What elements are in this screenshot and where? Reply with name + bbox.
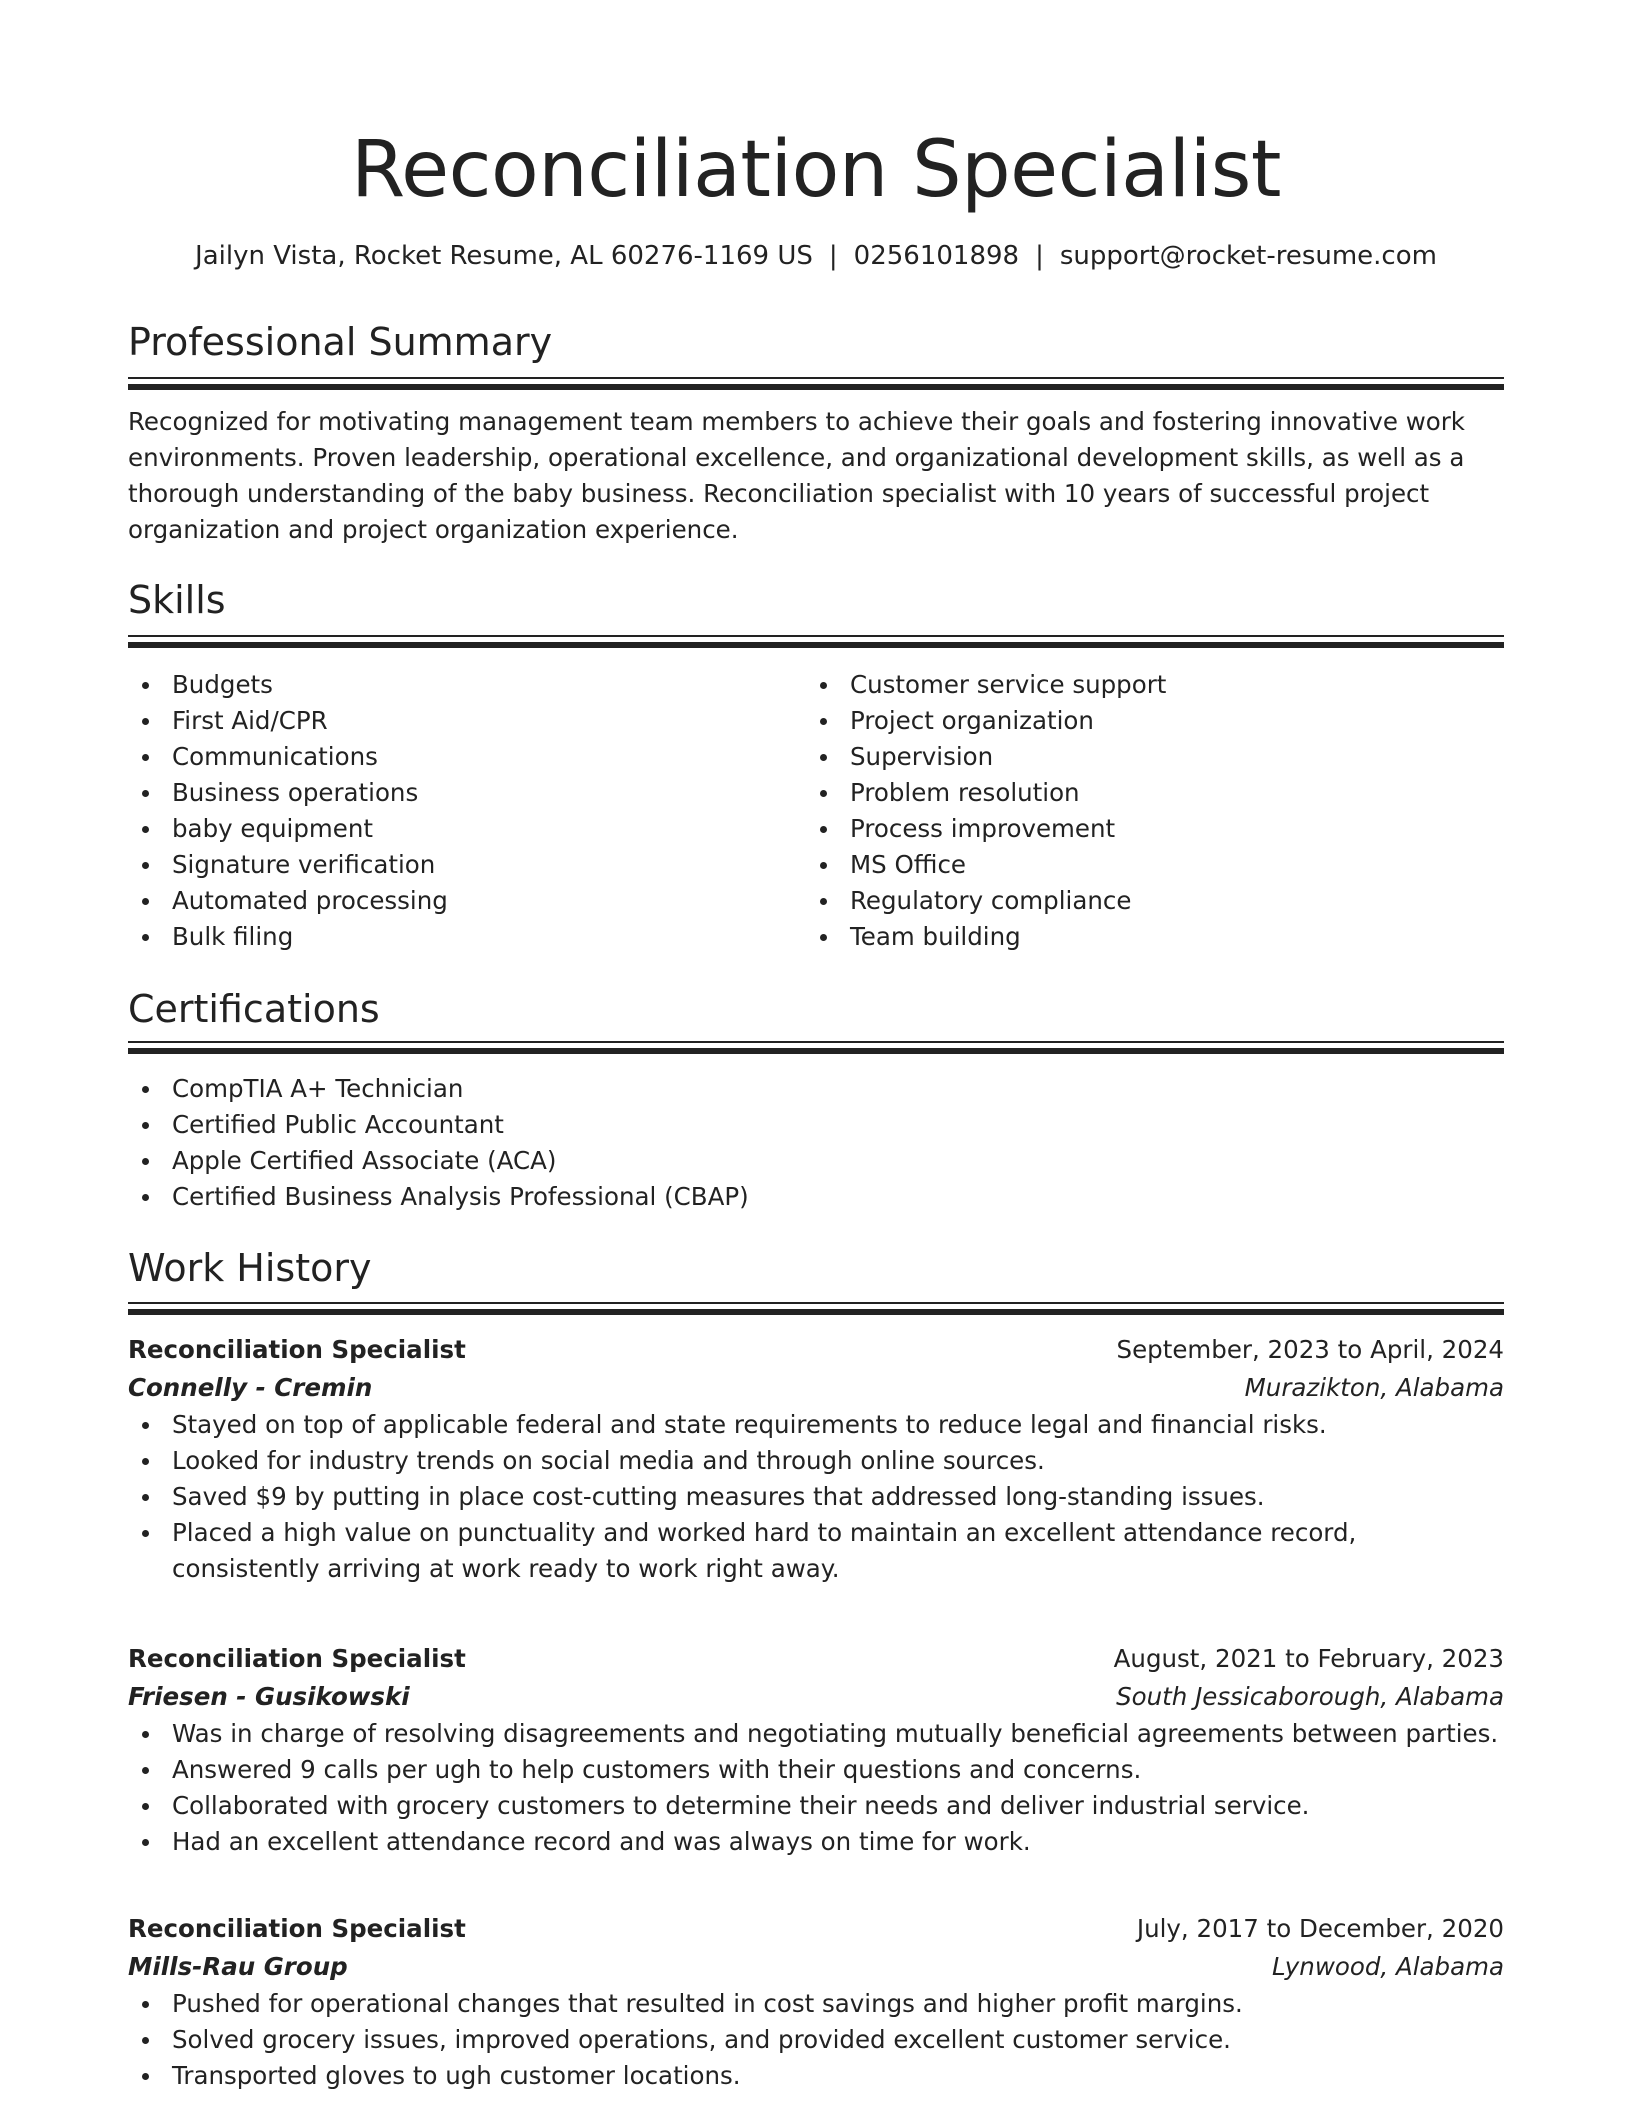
contact-separator: | xyxy=(1035,241,1044,271)
list-item-text: Supervision xyxy=(850,742,994,771)
summary-text: Recognized for motivating management team members to achieve their goals and fostering innovative work environments. Proven leadership, operational excellence, and organizational development skills, as well as a thorough understanding of the baby business. Reconciliation specialist with 10 years of successful project organization and project organization experience. xyxy=(128,407,1465,544)
section-divider xyxy=(128,1302,1504,1316)
job-company: Friesen - Gusikowski xyxy=(128,1682,410,1711)
job-location: Lynwood, Alabama xyxy=(1272,1952,1504,1981)
bullet-dot-icon xyxy=(142,1731,149,1738)
bullet-dot-icon xyxy=(142,1803,149,1810)
list-item-text: Communications xyxy=(172,742,378,771)
list-item-text: Answered 9 calls per ugh to help customers with their questions and concerns. xyxy=(172,1755,1142,1784)
list-item xyxy=(806,703,1446,739)
list-item-text: First Aid/CPR xyxy=(172,706,328,735)
bullet-dot-icon xyxy=(142,1494,149,1501)
bullet-dot-icon xyxy=(820,718,827,725)
list-item xyxy=(128,1179,1504,1215)
skills-left-column xyxy=(128,667,768,955)
bullet-dot-icon xyxy=(142,2073,149,2080)
bullet-dot-icon xyxy=(820,754,827,761)
job-title: Reconciliation Specialist xyxy=(128,1914,466,1943)
bullet-dot-icon xyxy=(142,934,149,941)
section-divider xyxy=(128,635,1504,649)
bullet-dot-icon xyxy=(142,682,149,689)
list-item-text: Certified Business Analysis Professional (CBAP) xyxy=(172,1182,749,1211)
contact-separator: | xyxy=(828,241,838,271)
list-item-text: Problem resolution xyxy=(850,778,1080,807)
list-item-text: Apple Certified Associate (ACA) xyxy=(172,1146,557,1175)
bullet-dot-icon xyxy=(820,898,827,905)
list-item xyxy=(806,847,1446,883)
bullet-dot-icon xyxy=(142,898,149,905)
resume-title: Reconciliation Specialist xyxy=(350,125,1282,215)
bullet-dot-icon xyxy=(142,1767,149,1774)
job-dates: September, 2023 to April, 2024 xyxy=(1116,1335,1504,1364)
bullet-dot-icon xyxy=(142,1839,149,1846)
list-item-text: Automated processing xyxy=(172,886,448,915)
list-item xyxy=(128,847,768,883)
bullet-dot-icon xyxy=(142,862,149,869)
list-item-text: Looked for industry trends on social media and through online sources. xyxy=(172,1446,1045,1475)
list-item xyxy=(128,1752,1504,1788)
bullet-dot-icon xyxy=(820,790,827,797)
list-item-text: Signature verification xyxy=(172,850,436,879)
list-item-text: Placed a high value on punctuality and worked hard to maintain an excellent attendance record, consistently arriving at work ready to work right away. xyxy=(172,1518,1357,1583)
list-item-text: Stayed on top of applicable federal and state requirements to reduce legal and financial risks. xyxy=(172,1410,1327,1439)
job-location: Murazikton, Alabama xyxy=(1244,1373,1504,1402)
job-dates: July, 2017 to December, 2020 xyxy=(1136,1914,1504,1943)
list-item xyxy=(128,883,768,919)
job-bullet-list xyxy=(128,1716,1504,1860)
list-item xyxy=(806,775,1446,811)
job-entry xyxy=(128,1331,1504,1587)
list-item-text: MS Office xyxy=(850,850,966,879)
bullet-dot-icon xyxy=(142,1158,149,1165)
list-item xyxy=(128,811,768,847)
list-item xyxy=(128,1479,1504,1515)
job-title: Reconciliation Specialist xyxy=(128,1335,466,1364)
bullet-dot-icon xyxy=(142,1458,149,1465)
list-item-text: Transported gloves to ugh customer locations. xyxy=(172,2061,741,2090)
list-item-text: Pushed for operational changes that resulted in cost savings and higher profit margins. xyxy=(172,1989,1243,2018)
bullet-dot-icon xyxy=(142,1194,149,1201)
bullet-dot-icon xyxy=(142,718,149,725)
contact-phone: 0256101898 xyxy=(853,241,1020,271)
job-title: Reconciliation Specialist xyxy=(128,1644,466,1673)
job-entry xyxy=(128,1910,1504,2094)
skills-list-right xyxy=(806,667,1446,955)
work-history-heading: Work History xyxy=(128,1246,372,1290)
list-item xyxy=(128,919,768,955)
contact-address: Jailyn Vista, Rocket Resume, AL 60276-1169 US xyxy=(195,241,813,271)
list-item xyxy=(128,703,768,739)
list-item-text: Certified Public Accountant xyxy=(172,1110,504,1139)
job-bullet-list xyxy=(128,1986,1504,2094)
list-item xyxy=(806,739,1446,775)
list-item-text: Saved $9 by putting in place cost-cutting measures that addressed long-standing issues. xyxy=(172,1482,1265,1511)
bullet-dot-icon xyxy=(820,682,827,689)
list-item-text: Was in charge of resolving disagreements and negotiating mutually beneficial agreements between parties. xyxy=(172,1719,1499,1748)
list-item-text: Bulk filing xyxy=(172,922,294,951)
contact-line xyxy=(128,238,1504,274)
list-item-text: baby equipment xyxy=(172,814,373,843)
job-entry xyxy=(128,1640,1504,1860)
list-item xyxy=(806,883,1446,919)
list-item xyxy=(128,1986,1504,2022)
section-divider xyxy=(128,1041,1504,1055)
skills-right-column xyxy=(806,667,1446,955)
job-title-row xyxy=(128,1331,1504,1369)
list-item-text: Team building xyxy=(850,922,1021,951)
job-location: South Jessicaborough, Alabama xyxy=(1116,1682,1504,1711)
certifications-heading: Certifications xyxy=(128,987,380,1031)
bullet-dot-icon xyxy=(142,826,149,833)
list-item xyxy=(128,739,768,775)
job-bullet-list xyxy=(128,1407,1504,1587)
job-company: Connelly - Cremin xyxy=(128,1373,373,1402)
summary-heading: Professional Summary xyxy=(128,320,553,364)
list-item-text: Process improvement xyxy=(850,814,1116,843)
bullet-dot-icon xyxy=(820,934,827,941)
bullet-dot-icon xyxy=(142,1086,149,1093)
job-company: Mills-Rau Group xyxy=(128,1952,348,1981)
list-item xyxy=(128,667,768,703)
list-item xyxy=(806,667,1446,703)
skills-list-left xyxy=(128,667,768,955)
list-item xyxy=(128,1824,1504,1860)
bullet-dot-icon xyxy=(142,790,149,797)
job-dates: August, 2021 to February, 2023 xyxy=(1113,1644,1504,1673)
bullet-dot-icon xyxy=(142,1122,149,1129)
list-item xyxy=(128,1716,1504,1752)
list-item xyxy=(128,1107,1504,1143)
job-company-row xyxy=(128,1678,1504,1716)
list-item xyxy=(806,919,1446,955)
list-item xyxy=(128,1515,1504,1587)
job-title-row xyxy=(128,1910,1504,1948)
list-item-text: Regulatory compliance xyxy=(850,886,1132,915)
certifications-list xyxy=(128,1071,1504,1215)
section-divider xyxy=(128,377,1504,391)
job-company-row xyxy=(128,1948,1504,1986)
certifications-block xyxy=(128,1071,1504,1215)
list-item-text: Budgets xyxy=(172,670,273,699)
bullet-dot-icon xyxy=(142,754,149,761)
list-item xyxy=(128,2058,1504,2094)
list-item xyxy=(128,2022,1504,2058)
bullet-dot-icon xyxy=(142,2037,149,2044)
skills-heading: Skills xyxy=(128,578,226,622)
list-item-text: CompTIA A+ Technician xyxy=(172,1074,464,1103)
list-item xyxy=(128,1143,1504,1179)
list-item xyxy=(128,1443,1504,1479)
list-item xyxy=(128,1788,1504,1824)
list-item-text: Customer service support xyxy=(850,670,1167,699)
job-title-row xyxy=(128,1640,1504,1678)
list-item xyxy=(128,775,768,811)
list-item-text: Had an excellent attendance record and was always on time for work. xyxy=(172,1827,1031,1856)
list-item xyxy=(128,1407,1504,1443)
list-item-text: Solved grocery issues, improved operations, and provided excellent customer service. xyxy=(172,2025,1231,2054)
bullet-dot-icon xyxy=(142,2001,149,2008)
bullet-dot-icon xyxy=(820,862,827,869)
list-item-text: Collaborated with grocery customers to determine their needs and deliver industrial service. xyxy=(172,1791,1310,1820)
bullet-dot-icon xyxy=(142,1422,149,1429)
list-item xyxy=(806,811,1446,847)
job-company-row xyxy=(128,1369,1504,1407)
contact-email: support@rocket-resume.com xyxy=(1059,241,1437,271)
bullet-dot-icon xyxy=(820,826,827,833)
list-item-text: Project organization xyxy=(850,706,1094,735)
list-item xyxy=(128,1071,1504,1107)
bullet-dot-icon xyxy=(142,1530,149,1537)
list-item-text: Business operations xyxy=(172,778,419,807)
